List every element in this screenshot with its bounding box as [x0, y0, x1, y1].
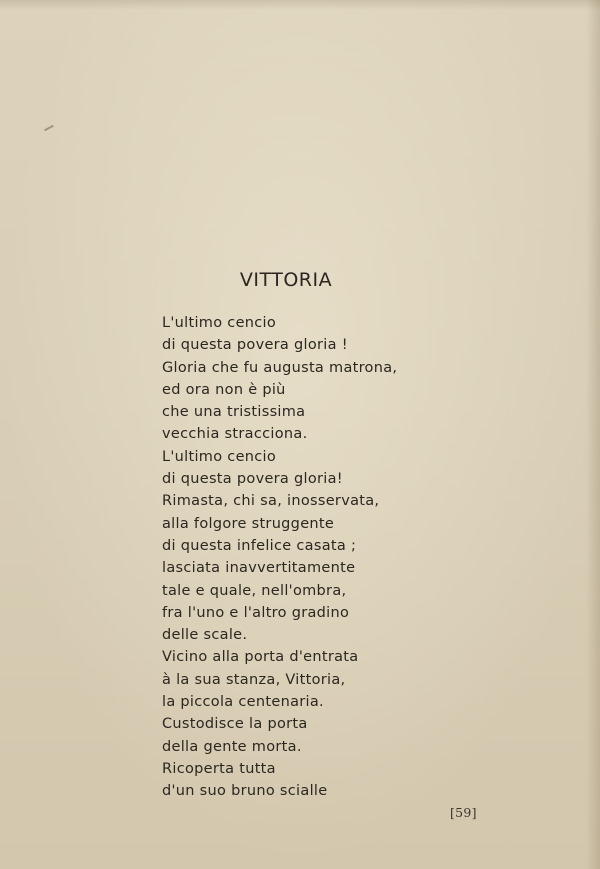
poem-line: à la sua stanza, Vittoria,	[162, 671, 346, 688]
poem-line: Gloria che fu augusta matrona,	[162, 359, 398, 376]
poem-line: fra l'uno e l'altro gradino	[162, 604, 350, 621]
top-edge-shadow	[0, 0, 600, 10]
page-number: [59]	[450, 805, 477, 820]
poem-line: L'ultimo cencio	[162, 448, 277, 465]
poem-line: d'un suo bruno scialle	[162, 783, 328, 800]
poem-line: che una tristissima	[162, 404, 306, 421]
poem-line: di questa infelice casata ;	[162, 537, 357, 554]
poem-line: Custodisce la porta	[162, 716, 308, 733]
right-edge-shadow	[586, 0, 600, 869]
poem-line: delle scale.	[162, 627, 248, 644]
poem-line: vecchia stracciona.	[162, 426, 308, 443]
poem-line: alla folgore struggente	[162, 515, 335, 532]
poem-line: L'ultimo cencio	[162, 315, 277, 331]
poem-line: ed ora non è più	[162, 381, 286, 398]
paper-speck	[44, 125, 54, 131]
poem-line: della gente morta.	[162, 738, 302, 755]
poem-line: di questa povera gloria !	[162, 337, 348, 354]
poem-line: Rimasta, chi sa, inosservata,	[162, 493, 380, 510]
poem-body	[162, 312, 397, 803]
poem-line: Ricoperta tutta	[162, 760, 276, 777]
poem-title: VITTORIA	[239, 269, 333, 291]
poem-line: di questa povera gloria!	[162, 471, 343, 488]
poem-line: Vicino alla porta d'entrata	[162, 649, 359, 666]
poem-line: tale e quale, nell'ombra,	[162, 582, 347, 599]
poem-line: lasciata inavvertitamente	[162, 560, 356, 577]
poem-line: la piccola centenaria.	[162, 694, 324, 711]
